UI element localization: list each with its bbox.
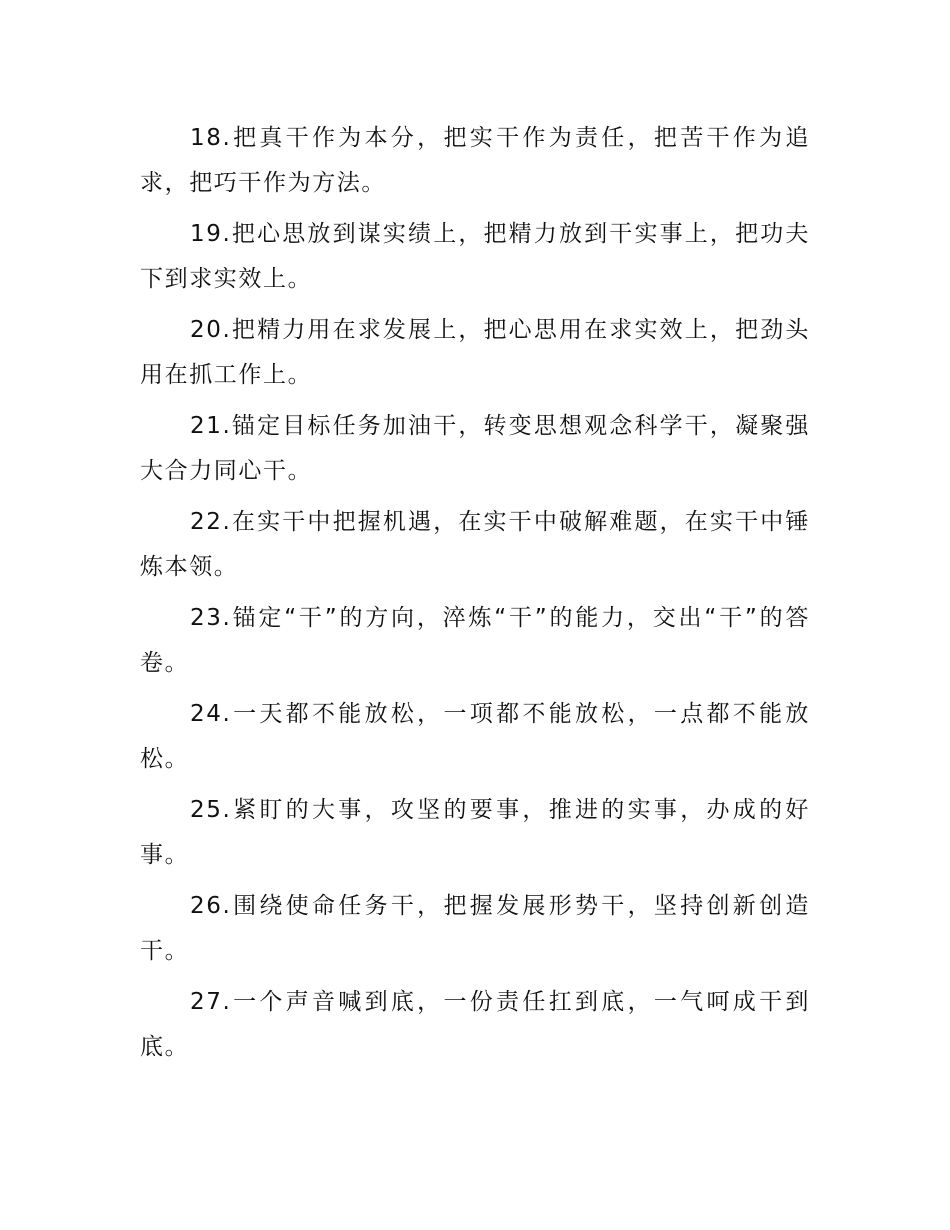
paragraph-18: 18.把真干作为本分，把实干作为责任，把苦干作为追求，把巧干作为方法。: [140, 125, 810, 196]
paragraph-21: 21.锚定目标任务加油干，转变思想观念科学干，凝聚强大合力同心干。: [140, 413, 810, 484]
paragraph-26: 26.围绕使命任务干，把握发展形势干，坚持创新创造干。: [140, 893, 810, 964]
paragraph-19: 19.把心思放到谋实绩上，把精力放到干实事上，把功夫下到求实效上。: [140, 221, 810, 292]
paragraph-23: 23.锚定“干”的方向，淬炼“干”的能力，交出“干”的答卷。: [140, 605, 810, 676]
paragraph-25: 25.紧盯的大事，攻坚的要事，推进的实事，办成的好事。: [140, 797, 810, 868]
paragraph-27: 27.一个声音喊到底，一份责任扛到底，一气呵成干到底。: [140, 989, 810, 1060]
paragraph-24: 24.一天都不能放松，一项都不能放松，一点都不能放松。: [140, 701, 810, 772]
paragraph-20: 20.把精力用在求发展上，把心思用在求实效上，把劲头用在抓工作上。: [140, 317, 810, 388]
document-body: [140, 116, 810, 1076]
paragraph-22: 22.在实干中把握机遇，在实干中破解难题，在实干中锤炼本领。: [140, 509, 810, 580]
